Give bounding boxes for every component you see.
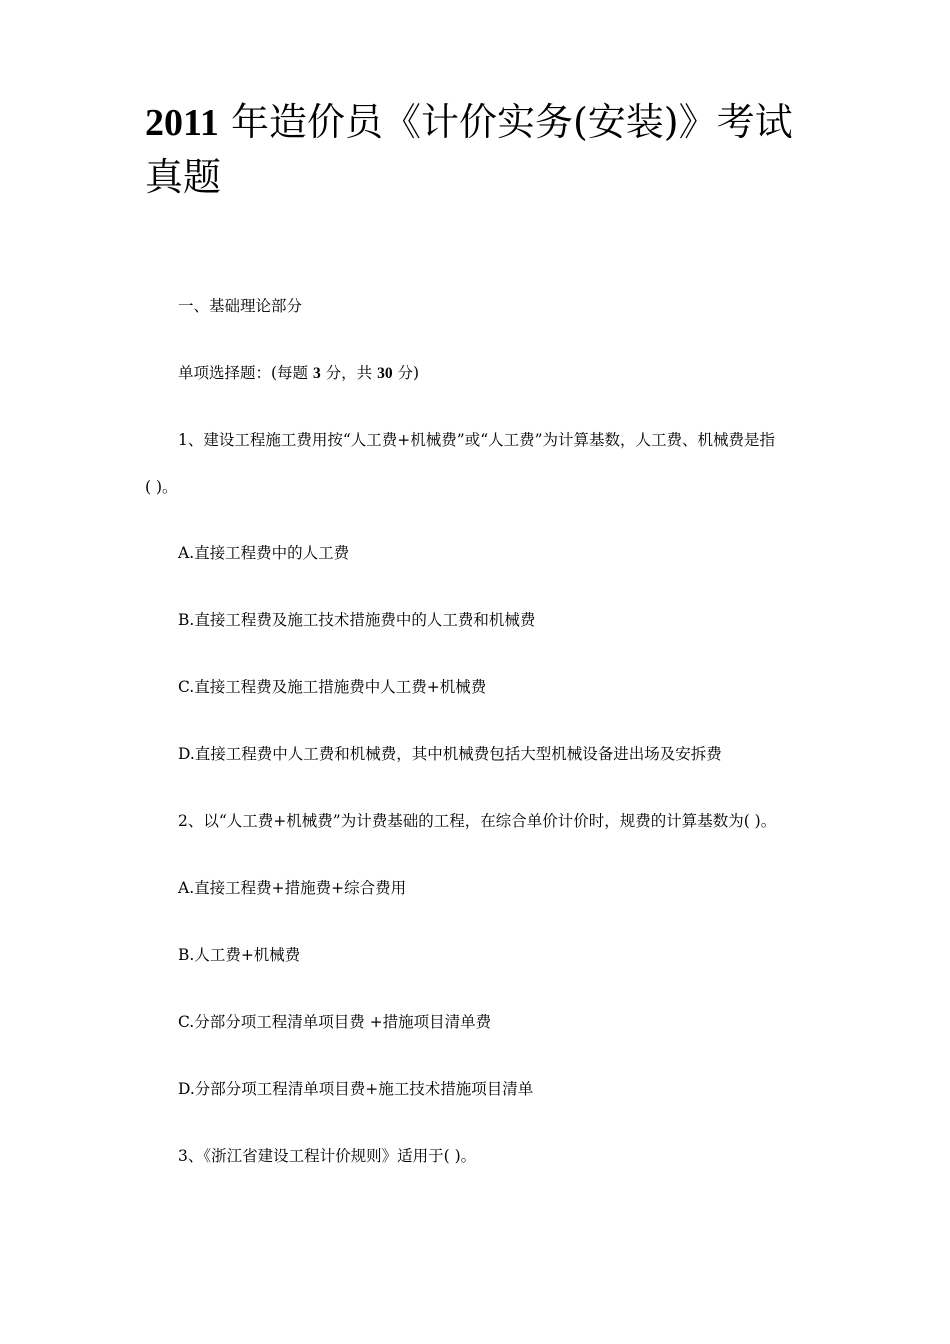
instruction-prefix: 单项选择题：(每题 bbox=[178, 364, 313, 382]
document-title bbox=[145, 95, 825, 204]
instruction-mid: 分，共 bbox=[320, 364, 378, 382]
question-1-stem: 1、建设工程施工费用按“人工费+机械费”或“人工费”为计算基数，人工费、机械费是指 bbox=[178, 431, 776, 449]
question-1-stem-cont: ( )。 bbox=[145, 478, 178, 496]
question-1-option-c: C.直接工程费及施工措施费中人工费+机械费 bbox=[178, 678, 487, 696]
question-1-option-d: D.直接工程费中人工费和机械费，其中机械费包括大型机械设备进出场及安拆费 bbox=[178, 745, 722, 763]
instruction-suffix: 分) bbox=[392, 364, 420, 382]
question-2-option-c: C.分部分项工程清单项目费 +措施项目清单费 bbox=[178, 1013, 492, 1031]
question-2-option-d: D.分部分项工程清单项目费+施工技术措施项目清单 bbox=[178, 1080, 534, 1098]
question-3-stem: 3、《浙江省建设工程计价规则》适用于( )。 bbox=[178, 1147, 477, 1165]
question-2-option-a: A.直接工程费+措施费+综合费用 bbox=[178, 879, 407, 897]
question-2-stem: 2、以“人工费+机械费”为计费基础的工程，在综合单价计价时，规费的计算基数为( )。 bbox=[178, 812, 777, 830]
instruction-points-each: 3 bbox=[312, 365, 321, 382]
question-1-option-a: A.直接工程费中的人工费 bbox=[178, 544, 350, 562]
section-heading: 一、基础理论部分 bbox=[178, 297, 303, 315]
title-text: 年造价员《计价实务(安装)》考试真题 bbox=[145, 100, 793, 199]
title-year: 2011 bbox=[145, 102, 219, 144]
instruction-line bbox=[178, 363, 419, 384]
question-1-option-b: B.直接工程费及施工技术措施费中的人工费和机械费 bbox=[178, 611, 536, 629]
instruction-points-total: 30 bbox=[377, 365, 393, 382]
question-2-option-b: B.人工费+机械费 bbox=[178, 946, 301, 964]
